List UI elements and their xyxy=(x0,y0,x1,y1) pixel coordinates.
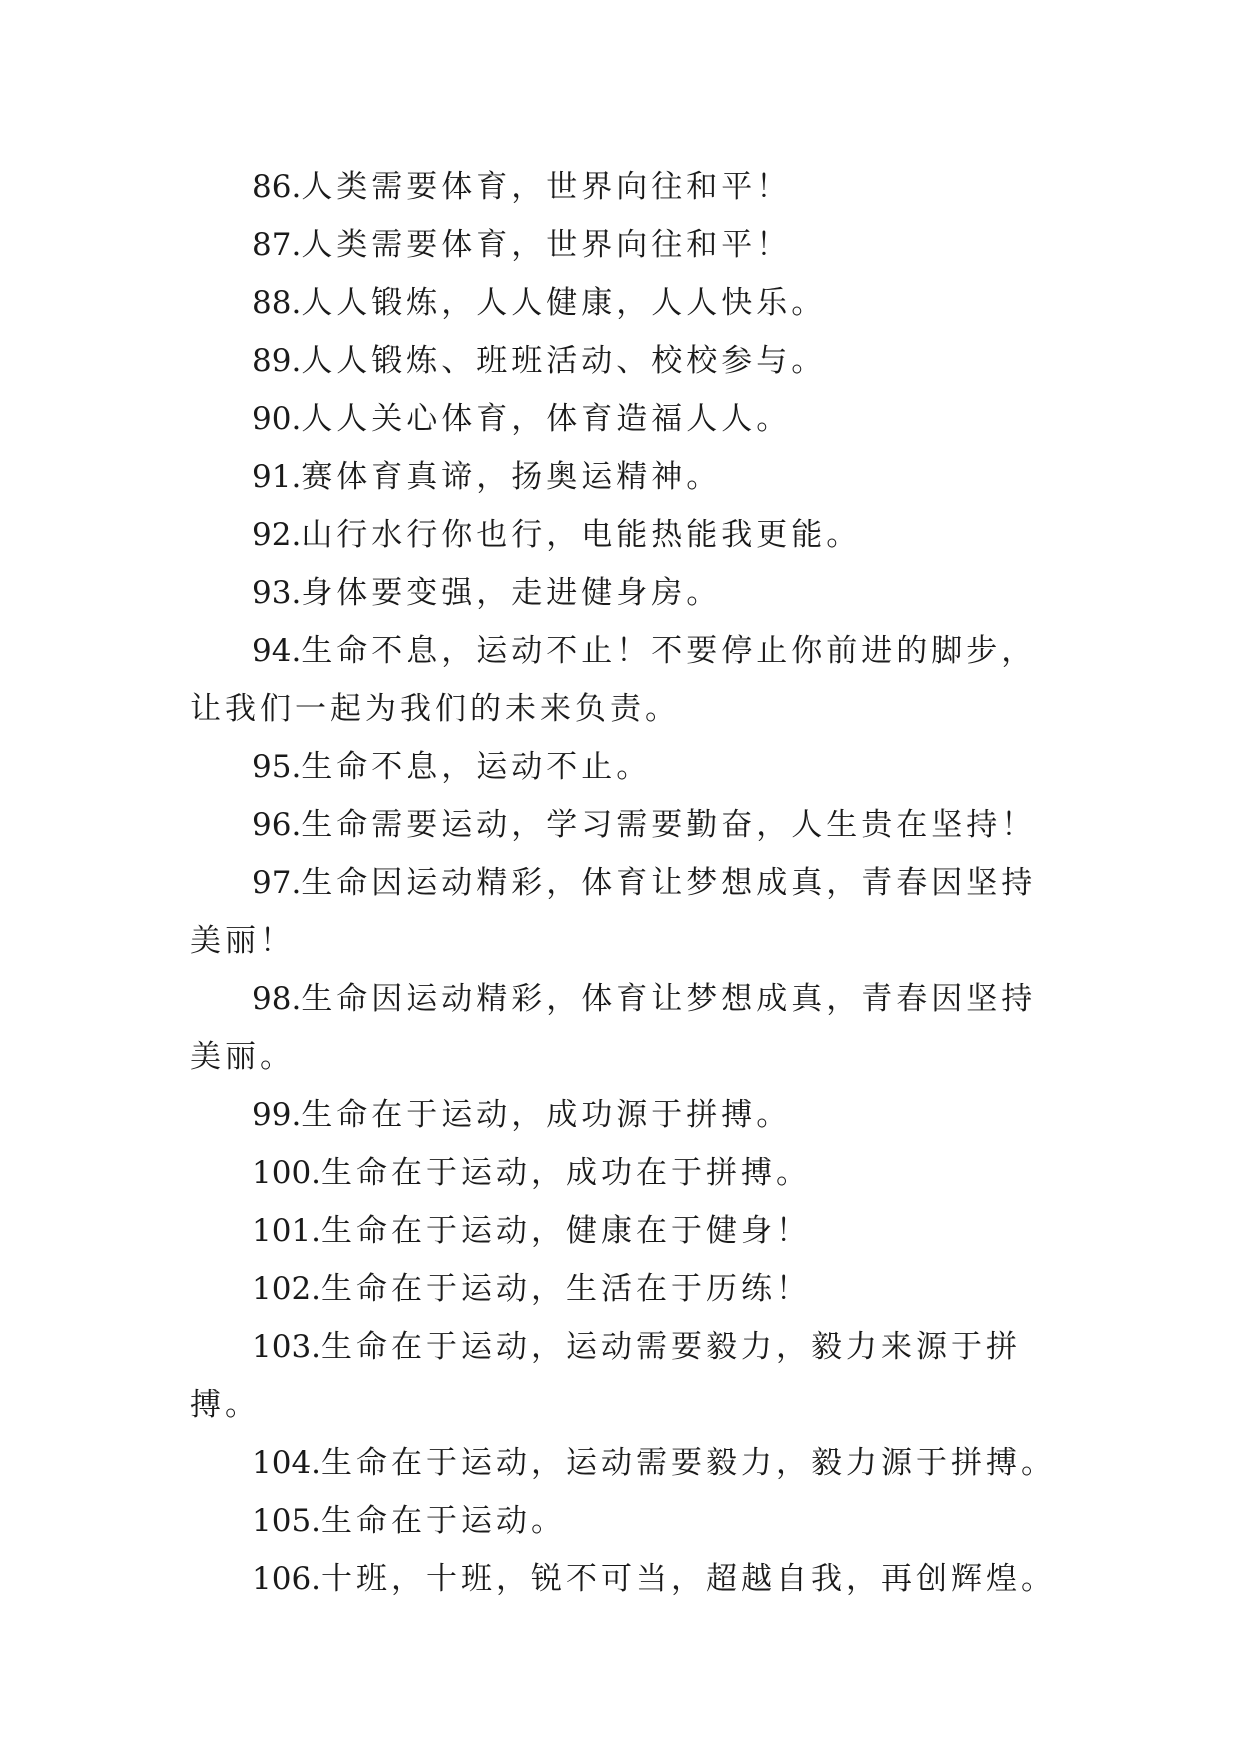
item-text: 生命不息，运动不止！不要停止你前进的脚步，让我们一起为我们的未来负责。 xyxy=(190,633,1037,727)
item-text: 人人锻炼、班班活动、校校参与。 xyxy=(301,343,827,379)
slogan-item-101 xyxy=(190,1202,1060,1260)
slogan-item-97 xyxy=(190,854,1060,970)
slogan-list xyxy=(190,158,1060,1608)
item-number: 87. xyxy=(252,227,302,263)
item-number: 90. xyxy=(252,401,302,437)
slogan-item-88 xyxy=(190,274,1060,332)
item-text: 生命需要运动，学习需要勤奋，人生贵在坚持！ xyxy=(301,807,1037,843)
item-text: 人类需要体育，世界向往和平！ xyxy=(301,169,792,205)
slogan-item-87 xyxy=(190,216,1060,274)
item-text: 生命不息，运动不止。 xyxy=(301,749,652,785)
slogan-item-93 xyxy=(190,564,1060,622)
item-number: 105. xyxy=(252,1503,322,1539)
item-text: 赛体育真谛，扬奥运精神。 xyxy=(301,459,722,495)
slogan-item-89 xyxy=(190,332,1060,390)
item-number: 101. xyxy=(252,1213,322,1249)
item-text: 山行水行你也行，电能热能我更能。 xyxy=(301,517,862,553)
item-number: 91. xyxy=(252,459,302,495)
item-number: 103. xyxy=(252,1329,322,1365)
slogan-item-96 xyxy=(190,796,1060,854)
item-number: 97. xyxy=(252,865,302,901)
item-number: 95. xyxy=(252,749,302,785)
slogan-item-90 xyxy=(190,390,1060,448)
item-text: 十班，十班，锐不可当，超越自我，再创辉煌。 xyxy=(321,1561,1057,1597)
slogan-item-91 xyxy=(190,448,1060,506)
slogan-item-100 xyxy=(190,1144,1060,1202)
slogan-item-95 xyxy=(190,738,1060,796)
item-number: 106. xyxy=(252,1561,322,1597)
item-text: 人人锻炼，人人健康，人人快乐。 xyxy=(301,285,827,321)
slogan-item-92 xyxy=(190,506,1060,564)
item-text: 生命在于运动，运动需要毅力，毅力来源于拼搏。 xyxy=(190,1329,1022,1423)
item-text: 人人关心体育，体育造福人人。 xyxy=(301,401,792,437)
item-text: 生命在于运动，成功在于拼搏。 xyxy=(321,1155,812,1191)
slogan-item-86 xyxy=(190,158,1060,216)
item-number: 89. xyxy=(252,343,302,379)
item-text: 身体要变强，走进健身房。 xyxy=(301,575,722,611)
item-text: 人类需要体育，世界向往和平！ xyxy=(301,227,792,263)
item-number: 104. xyxy=(252,1445,322,1481)
item-text: 生命在于运动，成功源于拼搏。 xyxy=(301,1097,792,1133)
slogan-item-99 xyxy=(190,1086,1060,1144)
item-number: 92. xyxy=(252,517,302,553)
slogan-item-102 xyxy=(190,1260,1060,1318)
item-number: 93. xyxy=(252,575,302,611)
item-text: 生命在于运动，生活在于历练！ xyxy=(321,1271,812,1307)
slogan-item-98 xyxy=(190,970,1060,1086)
item-number: 100. xyxy=(252,1155,322,1191)
item-number: 102. xyxy=(252,1271,322,1307)
slogan-item-103 xyxy=(190,1318,1060,1434)
item-text: 生命在于运动。 xyxy=(321,1503,567,1539)
item-number: 88. xyxy=(252,285,302,321)
slogan-item-106 xyxy=(190,1550,1060,1608)
item-text: 生命因运动精彩，体育让梦想成真，青春因坚持美丽！ xyxy=(190,865,1037,959)
item-text: 生命在于运动，健康在于健身！ xyxy=(321,1213,812,1249)
slogan-item-94 xyxy=(190,622,1060,738)
item-number: 98. xyxy=(252,981,302,1017)
slogan-item-105 xyxy=(190,1492,1060,1550)
slogan-item-104 xyxy=(190,1434,1060,1492)
item-number: 86. xyxy=(252,169,302,205)
item-number: 99. xyxy=(252,1097,302,1133)
item-text: 生命在于运动，运动需要毅力，毅力源于拼搏。 xyxy=(321,1445,1057,1481)
item-number: 94. xyxy=(252,633,302,669)
item-text: 生命因运动精彩，体育让梦想成真，青春因坚持美丽。 xyxy=(190,981,1037,1075)
item-number: 96. xyxy=(252,807,302,843)
